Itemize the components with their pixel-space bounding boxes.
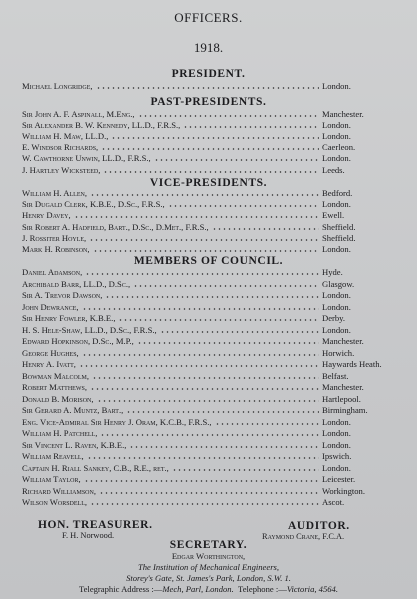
officer-row [22, 209, 390, 220]
officer-row [22, 358, 390, 369]
officer-row [22, 130, 390, 141]
officer-place: Derby. [322, 313, 346, 323]
president-heading: PRESIDENT. [171, 68, 246, 80]
leader-dots [97, 400, 319, 402]
treasurer-name: F. H. Norwood. [62, 531, 115, 540]
leader-dots [105, 296, 319, 298]
leader-dots [85, 273, 319, 275]
officer-row [22, 335, 390, 346]
officer-place: London. [322, 428, 351, 438]
officer-name: J. Rossiter Hoyle, [22, 232, 87, 243]
officer-row [22, 289, 390, 300]
council-heading: MEMBERS OF COUNCIL. [133, 255, 284, 267]
leader-dots [138, 115, 319, 117]
leader-dots [168, 205, 319, 207]
officer-row [22, 243, 390, 254]
officer-row [22, 324, 390, 335]
leader-dots [89, 239, 319, 241]
officer-name: John Dewrance, [22, 301, 79, 312]
officer-row [22, 496, 390, 507]
leader-dots [103, 171, 319, 173]
officer-name: Sir John A. F. Aspinall, M.Eng., [22, 109, 135, 119]
leader-dots [172, 469, 319, 471]
officer-place: Horwich. [322, 347, 355, 358]
officer-row [22, 301, 390, 312]
officer-name: Edward Hopkinson, D.Sc., M.P., [22, 336, 134, 346]
officer-name: William H. Maw, LL.D., [22, 131, 109, 142]
officer-name: George Hughes, [22, 347, 79, 358]
leader-dots [99, 492, 319, 494]
officer-place: London. [322, 199, 351, 210]
leader-dots [82, 308, 319, 310]
officer-name: Archibald Barr, LL.D., D.Sc., [22, 278, 131, 289]
leader-dots [215, 423, 319, 425]
leader-dots [90, 503, 319, 505]
officer-row [22, 108, 390, 119]
vice-presidents-heading: VICE-PRESIDENTS. [149, 177, 268, 189]
leader-dots [101, 148, 319, 150]
officer-name: Sir Alexander B. W. Kennedy, LL.D., F.R.S., [22, 120, 181, 131]
officer-row [22, 462, 390, 473]
leader-dots [90, 194, 319, 196]
officer-name: Captain H. Riall Sankey, C.B., R.E., ret., [22, 462, 169, 473]
page-year: 1918. [193, 40, 224, 55]
officer-place: London. [322, 244, 351, 254]
telephone-label: Telephone :— [238, 584, 287, 594]
officer-row [22, 164, 390, 175]
officer-name: Wilson Worsdell, [22, 497, 88, 507]
secretary-contact [0, 584, 417, 594]
officer-row [22, 473, 390, 484]
leader-dots [126, 411, 319, 413]
officer-place: Ascot. [322, 497, 345, 507]
officer-place: Hyde. [322, 267, 343, 277]
leader-dots [129, 446, 319, 448]
officer-name: Daniel Adamson, [22, 267, 83, 277]
officer-place: London. [322, 153, 351, 164]
officer-name: Eng. Vice-Admiral Sir Henry J. Oram, K.C.B., F.R.S., [22, 416, 212, 427]
leader-dots [100, 434, 319, 436]
officer-place: Bedford. [322, 188, 353, 198]
officer-name: Sir Robert A. Hadfield, Bart., D.Sc., D.Met., F.R.S., [22, 221, 209, 232]
page-title: OFFICERS. [174, 10, 243, 25]
officer-place: Manchester. [322, 382, 364, 392]
officer-name: Michael Longridge, [22, 81, 93, 91]
officer-name: Sir A. Trevor Dawson, [22, 290, 103, 300]
officer-row [22, 80, 390, 91]
leader-dots [183, 126, 319, 128]
officer-name: William Reavell, [22, 451, 84, 461]
secretary-name: Edgar Worthington, [171, 551, 246, 561]
leader-dots [90, 388, 319, 390]
auditor-heading: AUDITOR. [288, 520, 350, 532]
officer-place: Ewell. [322, 210, 345, 221]
leader-dots [118, 319, 319, 321]
officer-row [22, 119, 390, 130]
leader-dots [160, 331, 319, 333]
officer-row [22, 221, 390, 232]
officer-place: Sheffield. [322, 221, 356, 232]
leader-dots [154, 159, 319, 161]
leader-dots [133, 285, 319, 287]
officer-name: William H. Patchell, [22, 428, 98, 438]
officer-row [22, 198, 390, 209]
officer-place: Ipswich. [322, 451, 352, 461]
officer-name: Henry Davey, [22, 210, 71, 221]
leader-dots [96, 87, 319, 89]
officer-row [22, 152, 390, 163]
leader-dots [74, 216, 319, 218]
officer-row [22, 450, 390, 461]
leader-dots [82, 354, 319, 356]
officer-row [22, 439, 390, 450]
officer-place: London. [322, 324, 351, 335]
leader-dots [92, 377, 319, 379]
telegraphic-address: Mech, Parl, London. [162, 584, 234, 594]
telegraphic-label: Telegraphic Address :— [78, 584, 163, 594]
officer-place: Haywards Heath. [322, 359, 382, 369]
officer-place: Glasgow. [322, 278, 355, 289]
officer-row [22, 381, 390, 392]
officer-row [22, 278, 390, 289]
officer-place: London. [322, 131, 351, 142]
officer-row [22, 427, 390, 438]
leader-dots [84, 480, 319, 482]
officer-place: Leeds. [322, 164, 345, 175]
officer-place: Manchester. [322, 336, 364, 346]
officer-name: William Taylor, [22, 474, 81, 484]
leader-dots [93, 250, 319, 252]
officer-name: Henry A. Ivatt, [22, 359, 76, 369]
officer-place: Workington. [322, 485, 365, 496]
leader-dots [79, 365, 319, 367]
officer-row [22, 266, 390, 277]
leader-dots [212, 228, 319, 230]
officer-name: William H. Allen, [22, 188, 87, 198]
officer-row [22, 404, 390, 415]
officer-row [22, 187, 390, 198]
officer-row [22, 232, 390, 243]
treasurer-heading: HON. TREASURER. [38, 519, 153, 531]
officer-place: London. [322, 416, 351, 427]
secretary-heading: SECRETARY. [169, 539, 248, 551]
officer-row [22, 141, 390, 152]
officer-row [22, 485, 390, 496]
officer-row [22, 393, 390, 404]
telephone-number: Victoria, 4564. [286, 584, 339, 594]
officer-name: Bowman Malcolm, [22, 370, 90, 381]
secretary-address: Storey's Gate, St. James's Park, London, S.W. 1. [126, 573, 291, 583]
officer-row [22, 370, 390, 381]
officer-place: London. [322, 120, 351, 131]
officer-name: Sir Vincent L. Raven, K.B.E., [22, 439, 127, 450]
officer-name: Sir Gerard A. Muntz, Bart., [22, 405, 124, 415]
officer-place: Sheffield. [322, 232, 356, 243]
officer-name: Robert Matthews, [22, 382, 87, 392]
officer-row [22, 347, 390, 358]
officer-name: W. Cawthorne Unwin, LL.D., F.R.S., [22, 153, 151, 164]
leader-dots [137, 342, 319, 344]
officer-name: Sir Dugald Clerk, K.B.E., D.Sc., F.R.S., [22, 199, 165, 210]
leader-dots [87, 457, 319, 459]
officer-place: Belfast. [322, 370, 349, 381]
officer-place: Birmingham. [322, 405, 368, 415]
officer-place: London. [322, 301, 351, 312]
past-presidents-heading: PAST-PRESIDENTS. [150, 96, 267, 108]
officer-place: Caerleon. [322, 142, 356, 153]
officer-place: Manchester. [322, 109, 364, 119]
leader-dots [111, 137, 319, 139]
officer-name: Donald B. Morison, [22, 393, 94, 404]
officer-row [22, 416, 390, 427]
officer-name: E. Windsor Richards, [22, 142, 99, 153]
auditor-name: Raymond Crane, F.C.A. [262, 532, 345, 541]
secretary-institution: The Institution of Mechanical Engineers, [137, 562, 280, 572]
officer-place: Leicester. [322, 474, 356, 484]
officer-place: Hartlepool. [322, 393, 361, 404]
officer-place: London. [322, 81, 351, 91]
officer-name: H. S. Hele-Shaw, LL.D., D.Sc., F.R.S., [22, 324, 157, 335]
officer-place: London. [322, 290, 351, 300]
officer-name: J. Hartley Wicksteed, [22, 164, 101, 175]
officer-name: Mark H. Robinson, [22, 244, 90, 254]
officer-row [22, 312, 390, 323]
officer-place: London. [322, 439, 351, 450]
officer-place: London. [322, 462, 351, 473]
officer-name: Sir Henry Fowler, K.B.E., [22, 313, 116, 323]
officer-name: Richard Williamson, [22, 485, 96, 496]
